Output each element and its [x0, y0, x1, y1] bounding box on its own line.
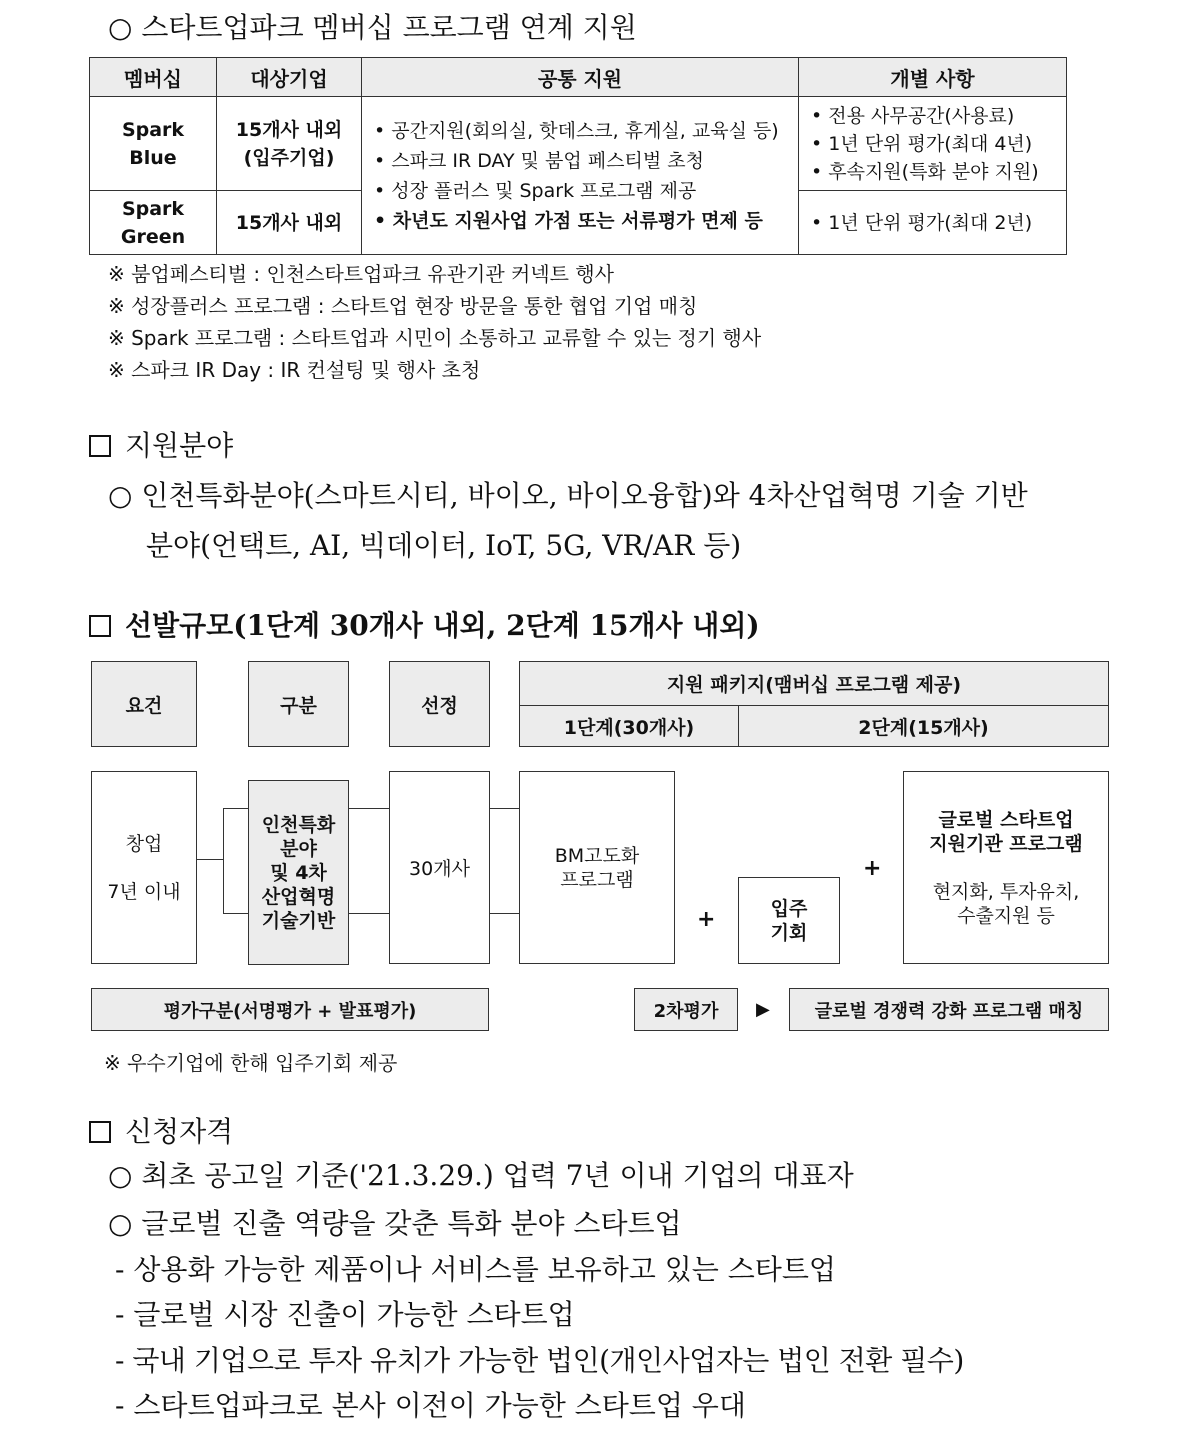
plus-icon: + [697, 907, 716, 932]
selection-count-box: 30개사 [389, 771, 490, 964]
field-heading-wrap [89, 424, 233, 464]
note-line: ※ 성장플러스 프로그램 : 스타트업 현장 방문을 통한 협업 기업 매칭 [108, 294, 698, 318]
global-program-box [903, 771, 1109, 964]
target-text: 15개사 내외 [235, 211, 343, 234]
checkbox-square-icon [89, 435, 111, 457]
header-selection: 선정 [389, 661, 490, 747]
list-item: • 성장 플러스 및 Spark 프로그램 제공 [374, 176, 798, 206]
note-line: ※ 붐업페스티벌 : 인천스타트업파크 유관기관 커넥트 행사 [108, 262, 615, 286]
global-line-4: 수출지원 등 [957, 904, 1055, 927]
membership-name [90, 97, 217, 191]
field-line-1: ○ 인천특화분야(스마트시티, 바이오, 바이오융합)와 4차산업혁명 기술 기반 [108, 479, 1028, 512]
plus-icon: + [863, 856, 882, 881]
list-item: • 차년도 지원사업 가점 또는 서류평가 면제 등 [374, 206, 798, 236]
requirement-line-2: 7년 이내 [107, 880, 181, 903]
division-line: 분야 [280, 837, 317, 860]
membership-title: ○ 스타트업파크 멤버십 프로그램 연계 지원 [108, 11, 637, 44]
division-line: 산업혁명 [261, 885, 336, 908]
requirement-line-1: 창업 [125, 832, 163, 855]
header-stage-1: 1단계(30개사) [519, 705, 739, 747]
selection-note: ※ 우수기업에 한해 입주기회 제공 [104, 1051, 398, 1075]
individual-cell [799, 97, 1067, 191]
target-cell [217, 191, 362, 255]
qualification-subitem: - 스타트업파크로 본사 이전이 가능한 스타트업 우대 [115, 1389, 746, 1422]
qualification-subitem: - 상용화 가능한 제품이나 서비스를 보유하고 있는 스타트업 [115, 1253, 836, 1286]
connector-line [349, 808, 389, 809]
note-line: ※ 스파크 IR Day : IR 컨설팅 및 행사 초청 [108, 358, 481, 382]
division-line: 기술기반 [261, 909, 336, 932]
list-item: • 1년 단위 평가(최대 2년) [811, 208, 1066, 238]
qualification-item: ○ 글로벌 진출 역량을 갖춘 특화 분야 스타트업 [108, 1207, 682, 1240]
header-division: 구분 [248, 661, 349, 747]
connector-line [223, 808, 248, 809]
membership-name-text: Spark Blue [121, 118, 185, 169]
division-box [248, 780, 349, 965]
connector-line [197, 859, 224, 860]
header-package: 지원 패키지(맴버십 프로그램 제공) [519, 661, 1109, 706]
bm-line-1: BM고도화 [554, 844, 640, 867]
header-individual: 개별 사항 [799, 58, 1067, 97]
table-row [90, 97, 1067, 191]
note-line: ※ Spark 프로그램 : 스타트업과 시민이 소통하고 교류할 수 있는 정기 행사 [108, 326, 762, 350]
membership-name [90, 191, 217, 255]
qualification-item: ○ 최초 공고일 기준('21.3.29.) 업력 7년 이내 기업의 대표자 [108, 1159, 854, 1192]
connector-line [490, 913, 519, 914]
move-in-line-1: 입주 [770, 897, 808, 920]
qualification-subitem: - 국내 기업으로 투자 유치가 가능한 법인(개인사업자는 법인 전환 필수) [115, 1344, 964, 1377]
header-target: 대상기업 [217, 58, 362, 97]
table-header-row [90, 58, 1067, 97]
division-line: 및 4차 [270, 861, 327, 884]
global-line-2: 지원기관 프로그램 [929, 832, 1083, 855]
connector-line [490, 808, 519, 809]
checkbox-square-icon [89, 615, 111, 637]
global-line-3: 현지화, 투자유치, [932, 880, 1080, 903]
list-item: • 공간지원(회의실, 핫데스크, 휴게실, 교육실 등) [374, 116, 798, 146]
connector-line [223, 913, 248, 914]
field-heading: 지원분야 [125, 429, 234, 462]
header-common: 공통 지원 [362, 58, 799, 97]
membership-table [89, 57, 1067, 255]
selection-heading-wrap [89, 604, 760, 644]
individual-cell [799, 191, 1067, 255]
move-in-line-2: 기회 [770, 921, 808, 944]
list-item: • 1년 단위 평가(최대 4년) [811, 130, 1066, 158]
target-cell [217, 97, 362, 191]
division-line: 인천특화 [261, 813, 336, 836]
arrow-right-icon: ▶ [756, 999, 770, 1020]
global-line-1: 글로벌 스타트업 [938, 808, 1074, 831]
selection-heading: 선발규모(1단계 30개사 내외, 2단계 15개사 내외) [125, 609, 760, 642]
checkbox-square-icon [89, 1121, 111, 1143]
qualification-heading-wrap [89, 1110, 233, 1150]
bm-program-box [519, 771, 675, 964]
common-support-cell [362, 97, 799, 255]
header-requirement: 요건 [91, 661, 197, 747]
qualification-heading: 신청자격 [125, 1115, 234, 1148]
connector-line [349, 913, 389, 914]
target-subtext: (입주기업) [243, 146, 335, 169]
list-item: • 후속지원(특화 분야 지원) [811, 158, 1066, 186]
membership-name-text: Spark Green [120, 197, 186, 248]
move-in-box [738, 877, 840, 964]
bm-line-2: 프로그램 [560, 868, 634, 891]
evaluation-box: 평가구분(서명평가 + 발표평가) [91, 988, 489, 1031]
global-matching-box: 글로벌 경쟁력 강화 프로그램 매칭 [789, 988, 1109, 1031]
field-line-2: 분야(언택트, AI, 빅데이터, IoT, 5G, VR/AR 등) [146, 529, 742, 562]
list-item: • 스파크 IR DAY 및 붐업 페스티벌 초청 [374, 146, 798, 176]
qualification-subitem: - 글로벌 시장 진출이 가능한 스타트업 [115, 1298, 575, 1331]
second-evaluation-box: 2차평가 [634, 988, 738, 1031]
list-item: • 전용 사무공간(사용료) [811, 102, 1066, 130]
membership-notes [108, 258, 761, 386]
requirement-box [91, 771, 197, 964]
header-membership: 멤버십 [90, 58, 217, 97]
target-text: 15개사 내외 [235, 118, 343, 141]
header-stage-2: 2단계(15개사) [738, 705, 1109, 747]
connector-line [223, 808, 224, 914]
